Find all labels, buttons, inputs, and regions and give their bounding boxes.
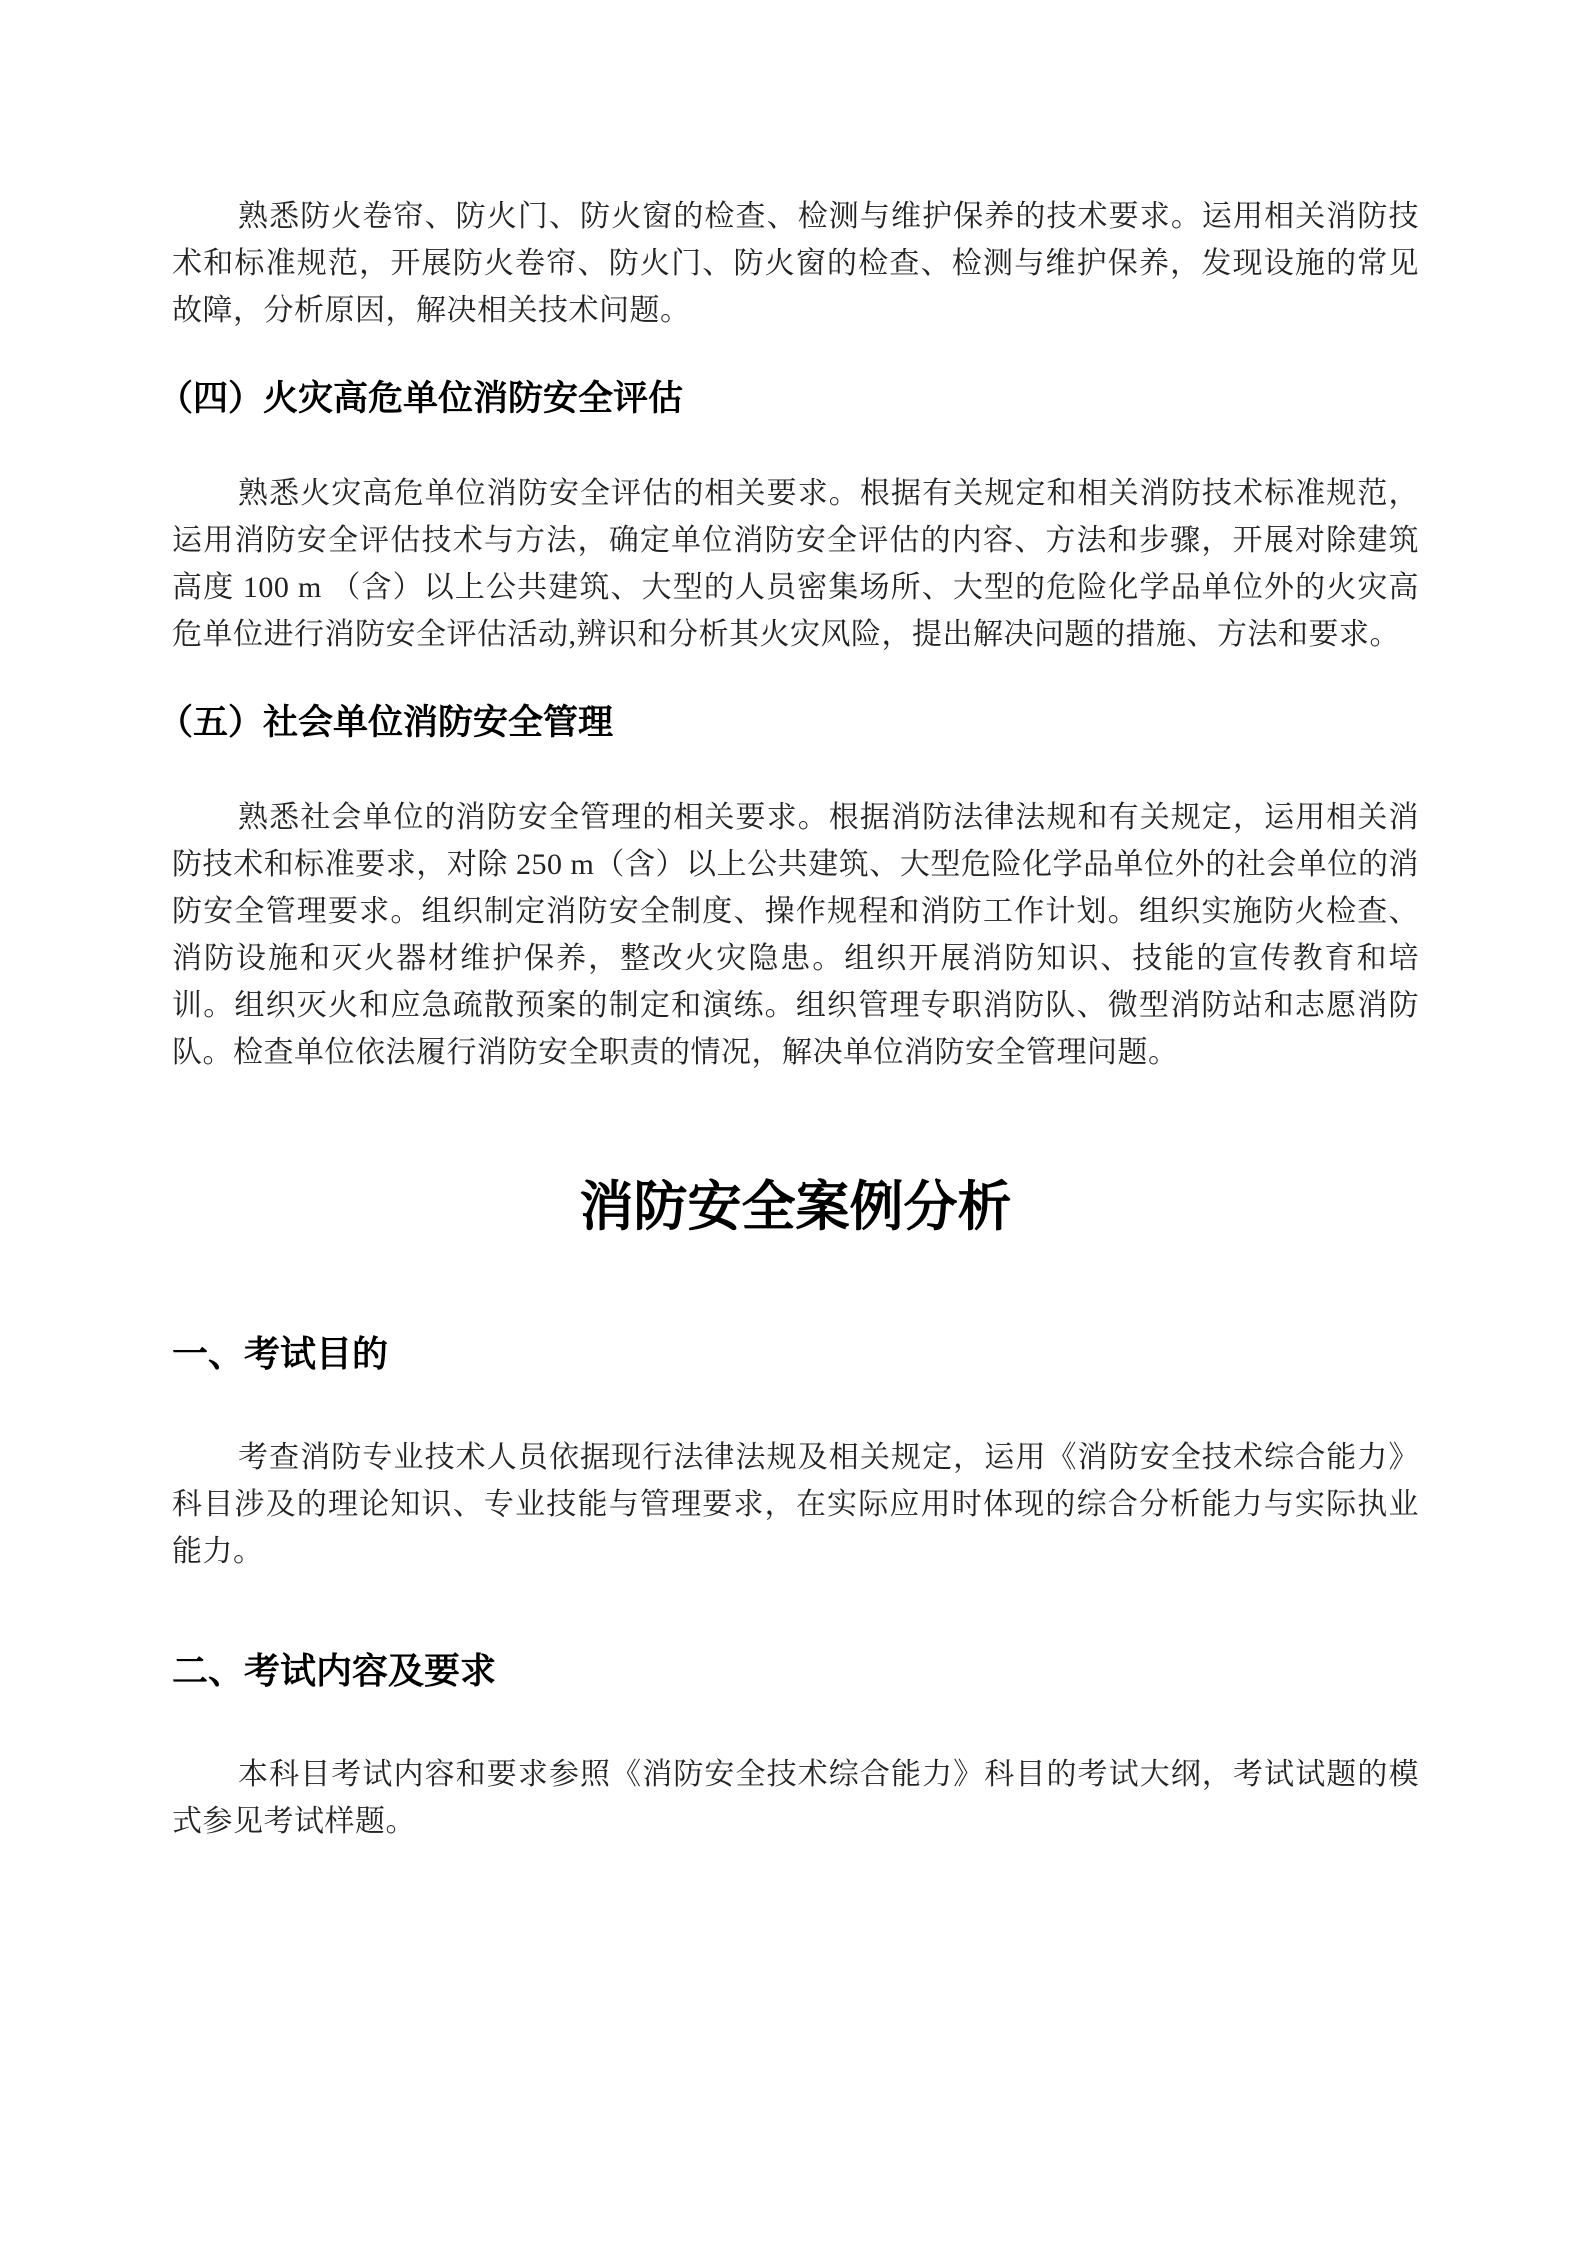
- spacer: [172, 1242, 1419, 1330]
- paragraph-section-5-management: 熟悉社会单位的消防安全管理的相关要求。根据消防法律法规和有关规定，运用相关消防技术和标准要求，对除 250 m（含）以上公共建筑、大型危险化学品单位外的社会单位的消防安全管理要求。组织制定消防安全制度、操作规程和消防工作计划。组织实施防火检查、消防设施和灭火器材维护保养，整改火灾隐患。组织开展消防知识、技能的宣传教育和培训。组织灭火和应急疏散预案的制定和演练。组织管理专职消防队、微型消防站和志愿消防队。检查单位依法履行消防安全职责的情况，解决单位消防安全管理问题。: [172, 801, 1419, 1069]
- paragraph-exam-content-requirements: 本科目考试内容和要求参照《消防安全技术综合能力》科目的考试大纲，考试试题的模式参见考试样题。: [172, 1758, 1419, 1838]
- heading-exam-purpose: 一、考试目的: [172, 1333, 389, 1374]
- paragraph-fire-facilities-maintenance: 熟悉防火卷帘、防火门、防火窗的检查、检测与维护保养的技术要求。运用相关消防技术和标准规范，开展防火卷帘、防火门、防火窗的检查、检测与维护保养，发现设施的常见故障，分析原因，解决相关技术问题。: [172, 200, 1419, 327]
- heading-section-5-social-unit-management: （五）社会单位消防安全管理: [158, 703, 614, 742]
- heading-exam-content-requirements: 二、考试内容及要求: [172, 1650, 497, 1691]
- paragraph-section-4-assessment: 熟悉火灾高危单位消防安全评估的相关要求。根据有关规定和相关消防技术标准规范，运用消防安全评估技术与方法，确定单位消防安全评估的内容、方法和步骤，开展对除建筑高度 100 m （含）以上公共建筑、大型的人员密集场所、大型的危险化学品单位外的火灾高危单位进行消防安全评估活动,辨识和分析其火灾风险，提出解决问题的措施、方法和要求。: [172, 477, 1419, 651]
- spacer: [172, 1378, 1419, 1434]
- heading-section-4-fire-high-risk-unit-assessment: （四）火灾高危单位消防安全评估: [158, 379, 684, 418]
- spacer: [172, 1695, 1419, 1751]
- spacer: [172, 1575, 1419, 1647]
- paragraph-exam-purpose: 考查消防专业技术人员依据现行法律法规及相关规定，运用《消防安全技术综合能力》科目涉及的理论知识、专业技能与管理要求，在实际应用时体现的综合分析能力与实际执业能力。: [172, 1441, 1419, 1568]
- document-title-fire-safety-case-analysis: 消防安全案例分析: [579, 1177, 1012, 1237]
